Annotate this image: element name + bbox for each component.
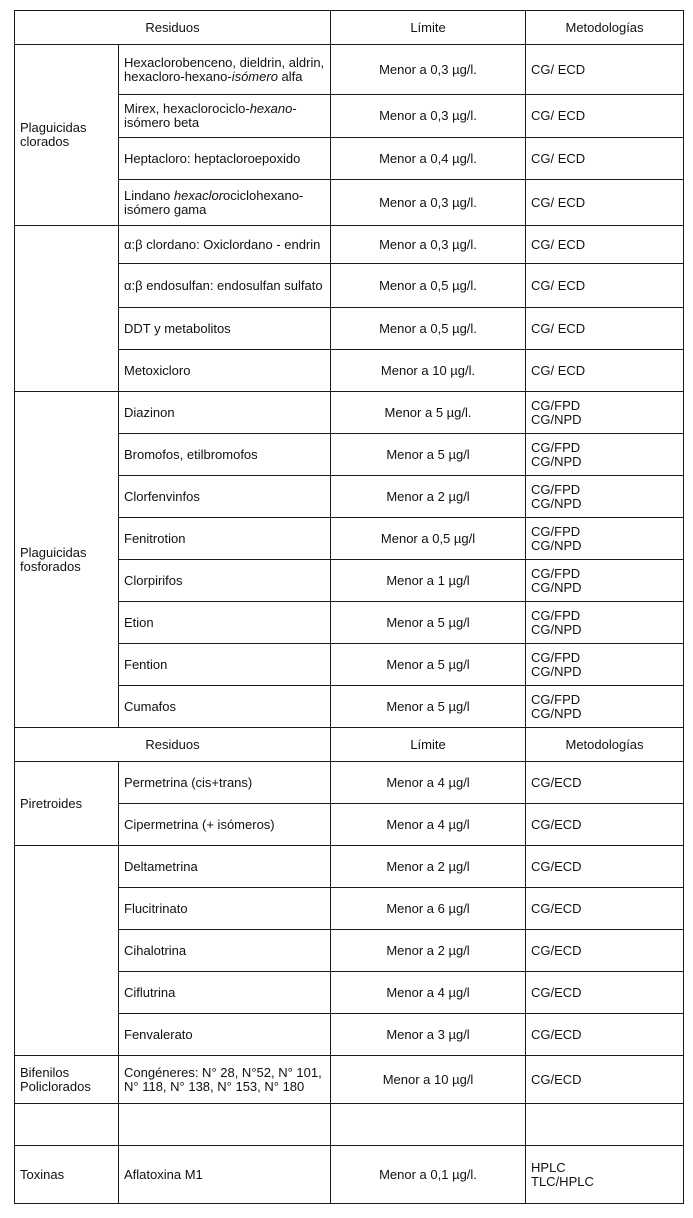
category-empty <box>15 846 119 1056</box>
empty-row <box>15 1104 684 1146</box>
residue-cell: Clorfenvinfos <box>119 476 331 518</box>
category-clorados: Plaguicidas clorados <box>15 45 119 226</box>
table-row <box>15 45 684 95</box>
residue-cell: Bromofos, etilbromofos <box>119 434 331 476</box>
limit-cell: Menor a 0,5 µg/l. <box>331 308 526 350</box>
limit-cell: Menor a 6 µg/l <box>331 888 526 930</box>
limit-cell: Menor a 0,3 µg/l. <box>331 180 526 226</box>
empty-cell <box>119 1104 331 1146</box>
method-cell: CG/FPD CG/NPD <box>526 560 684 602</box>
table-header-row <box>15 728 684 762</box>
limit-cell: Menor a 4 µg/l <box>331 972 526 1014</box>
table-row <box>15 846 684 888</box>
method-cell: CG/FPD CG/NPD <box>526 686 684 728</box>
method-cell: CG/ ECD <box>526 308 684 350</box>
method-cell: CG/FPD CG/NPD <box>526 392 684 434</box>
limit-cell: Menor a 5 µg/l <box>331 644 526 686</box>
category-piretroides: Piretroides <box>15 762 119 846</box>
residues-table <box>14 10 684 1204</box>
residue-cell: Etion <box>119 602 331 644</box>
limit-cell: Menor a 2 µg/l <box>331 846 526 888</box>
limit-cell: Menor a 1 µg/l <box>331 560 526 602</box>
method-cell: CG/ECD <box>526 846 684 888</box>
limit-cell: Menor a 0,4 µg/l. <box>331 138 526 180</box>
residue-cell: Hexaclorobenceno, dieldrin, aldrin, hexacloro-hexano-isómero alfa <box>119 45 331 95</box>
residue-cell: α:β clordano: Oxiclordano - endrin <box>119 226 331 264</box>
residue-cell: Lindano hexaclorociclohexano-isómero gama <box>119 180 331 226</box>
method-cell: CG/ ECD <box>526 350 684 392</box>
category-fosforados: Plaguicidas fosforados <box>15 392 119 728</box>
limit-cell: Menor a 10 µg/l. <box>331 350 526 392</box>
limit-cell: Menor a 2 µg/l <box>331 930 526 972</box>
table-row <box>15 1146 684 1204</box>
method-cell: CG/ ECD <box>526 138 684 180</box>
header-metodologias: Metodologías <box>526 728 684 762</box>
header-metodologias: Metodologías <box>526 11 684 45</box>
residue-cell: Diazinon <box>119 392 331 434</box>
residue-cell: Cumafos <box>119 686 331 728</box>
method-cell: CG/ ECD <box>526 264 684 308</box>
empty-cell <box>331 1104 526 1146</box>
table-row <box>15 226 684 264</box>
residue-cell: Flucitrinato <box>119 888 331 930</box>
residue-cell: Deltametrina <box>119 846 331 888</box>
method-cell: CG/ECD <box>526 804 684 846</box>
method-cell: CG/ ECD <box>526 95 684 138</box>
limit-cell: Menor a 4 µg/l <box>331 804 526 846</box>
method-cell: CG/FPD CG/NPD <box>526 476 684 518</box>
residue-cell: Fenitrotion <box>119 518 331 560</box>
table-row <box>15 392 684 434</box>
method-cell: HPLC TLC/HPLC <box>526 1146 684 1204</box>
residue-cell: Permetrina (cis+trans) <box>119 762 331 804</box>
table-row <box>15 762 684 804</box>
limit-cell: Menor a 10 µg/l <box>331 1056 526 1104</box>
residue-cell: α:β endosulfan: endosulfan sulfato <box>119 264 331 308</box>
header-limite: Límite <box>331 728 526 762</box>
limit-cell: Menor a 0,5 µg/l. <box>331 264 526 308</box>
residue-cell: Congéneres: N° 28, N°52, N° 101, N° 118, N° 138, N° 153, N° 180 <box>119 1056 331 1104</box>
header-limite: Límite <box>331 11 526 45</box>
method-cell: CG/ECD <box>526 762 684 804</box>
empty-cell <box>15 1104 119 1146</box>
limit-cell: Menor a 0,3 µg/l. <box>331 226 526 264</box>
header-residuos: Residuos <box>15 11 331 45</box>
method-cell: CG/ECD <box>526 930 684 972</box>
method-cell: CG/FPD CG/NPD <box>526 602 684 644</box>
method-cell: CG/ ECD <box>526 180 684 226</box>
category-empty <box>15 226 119 392</box>
limit-cell: Menor a 2 µg/l <box>331 476 526 518</box>
limit-cell: Menor a 5 µg/l <box>331 434 526 476</box>
residue-cell: DDT y metabolitos <box>119 308 331 350</box>
table-row <box>15 1056 684 1104</box>
residue-cell: Cihalotrina <box>119 930 331 972</box>
limit-cell: Menor a 0,3 µg/l. <box>331 95 526 138</box>
residue-cell: Heptacloro: heptacloroepoxido <box>119 138 331 180</box>
method-cell: CG/ECD <box>526 972 684 1014</box>
limit-cell: Menor a 0,5 µg/l <box>331 518 526 560</box>
method-cell: CG/ ECD <box>526 45 684 95</box>
method-cell: CG/FPD CG/NPD <box>526 518 684 560</box>
table-header-row <box>15 11 684 45</box>
header-residuos: Residuos <box>15 728 331 762</box>
limit-cell: Menor a 0,3 µg/l. <box>331 45 526 95</box>
limit-cell: Menor a 3 µg/l <box>331 1014 526 1056</box>
method-cell: CG/ ECD <box>526 226 684 264</box>
residue-cell: Fention <box>119 644 331 686</box>
limit-cell: Menor a 5 µg/l <box>331 602 526 644</box>
category-toxinas: Toxinas <box>15 1146 119 1204</box>
limit-cell: Menor a 5 µg/l <box>331 686 526 728</box>
residue-cell: Fenvalerato <box>119 1014 331 1056</box>
limit-cell: Menor a 5 µg/l. <box>331 392 526 434</box>
category-bifenilos: Bifenilos Policlorados <box>15 1056 119 1104</box>
limit-cell: Menor a 4 µg/l <box>331 762 526 804</box>
residue-cell: Cipermetrina (+ isómeros) <box>119 804 331 846</box>
method-cell: CG/FPD CG/NPD <box>526 434 684 476</box>
residue-cell: Aflatoxina M1 <box>119 1146 331 1204</box>
method-cell: CG/ECD <box>526 888 684 930</box>
method-cell: CG/ECD <box>526 1056 684 1104</box>
limit-cell: Menor a 0,1 µg/l. <box>331 1146 526 1204</box>
residue-cell: Mirex, hexaclorociclo-hexano-isómero beta <box>119 95 331 138</box>
method-cell: CG/FPD CG/NPD <box>526 644 684 686</box>
empty-cell <box>526 1104 684 1146</box>
method-cell: CG/ECD <box>526 1014 684 1056</box>
residue-cell: Ciflutrina <box>119 972 331 1014</box>
residue-cell: Clorpirifos <box>119 560 331 602</box>
residue-cell: Metoxicloro <box>119 350 331 392</box>
